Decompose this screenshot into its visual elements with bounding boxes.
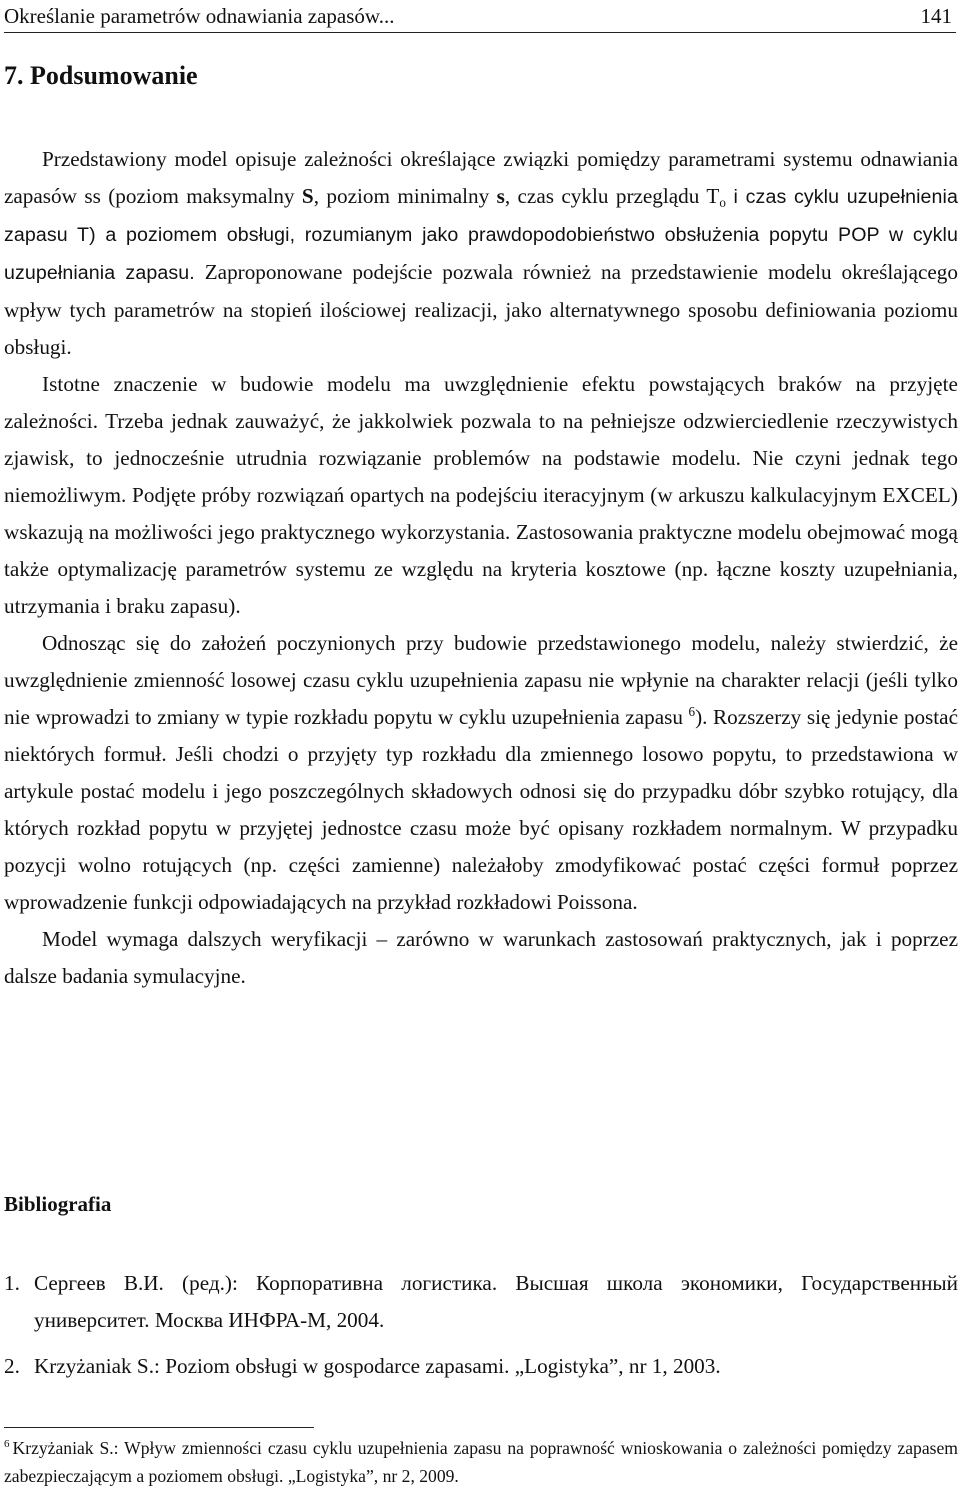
paragraph-1-text-b: (poziom maksymalny	[100, 184, 302, 208]
footnote-mark: 6	[4, 1438, 10, 1450]
bibliography-item-text: Сергеев В.И. (ред.): Корпоративна логистика. Высшая школа экономики, Государственный университет. Москва ИНФРА-М, 2004.	[34, 1271, 958, 1332]
paragraph-1-text-a: Przedstawiony model opisuje zależności określające związki pomiędzy parametrami systemu odnawiania zapasów	[4, 147, 958, 208]
page-number: 141	[920, 4, 952, 28]
footnote-divider	[4, 1427, 314, 1428]
running-header-title: Określanie parametrów odnawiania zapasów...	[4, 4, 395, 28]
paragraph-1-text-d: , czas cyklu przeglądu T	[504, 184, 720, 208]
paragraph-1-text-c: , poziom minimalny	[313, 184, 497, 208]
paragraph-1-text-e: Zaproponowane podejście pozwala również na przedstawienie modelu określającego wpływ tych parametrów na stopień ilościowej realizacji, jako alternatywnego sposobu definiowania poziomu obsługi.	[4, 260, 958, 359]
paragraph-1-sans-text: i czas cyklu uzupełnienia zapasu T) a poziomem obsługi, rozumianym jako prawdopodobieństwo obsłużenia popytu POP w cyklu uzupełniania zapasu.	[4, 186, 958, 284]
section-body	[4, 141, 958, 995]
bibliography-item	[4, 1265, 958, 1339]
bibliography-item	[4, 1348, 958, 1385]
paragraph-1	[4, 141, 958, 366]
symbol-ss: ss	[84, 184, 101, 208]
symbol-s-min: s	[496, 184, 505, 208]
paragraph-3-text-a: Odnosząc się do założeń poczynionych przy budowie przedstawionego modelu, należy stwierdzić, że uwzględnienie zmienność losowej czasu cyklu uzupełnienia zapasu nie wpłynie na charakter relacji (jeśli tylko nie wprowadzi to zmiany w typie rozkładu popytu w cyklu uzupełnienia zapasu	[4, 631, 958, 729]
bibliography-heading: Bibliografia	[4, 1192, 112, 1216]
symbol-S-max: S	[301, 184, 314, 208]
bibliography-item-number: 1.	[4, 1271, 20, 1295]
paragraph-4: Model wymaga dalszych weryfikacji – zarówno w warunkach zastosowań praktycznych, jak i poprzez dalsze badania symulacyjne.	[4, 927, 958, 988]
subscript-o: o	[719, 194, 726, 210]
footnote-reference[interactable]: 6	[688, 704, 696, 720]
paragraph-2: Istotne znaczenie w budowie modelu ma uwzględnienie efektu powstających braków na przyjęte zależności. Trzeba jednak zauważyć, że jakkolwiek pozwala to na pełniejsze odzwierciedlenie rzeczywistych zjawisk, to jednocześnie utrudnia rozwiązanie problemów na podstawie modelu. Nie czyni jednak tego niemożliwym. Podjęte próby rozwiązań opartych na podejściu iteracyjnym (w arkuszu kalkulacyjnym EXCEL) wskazują na możliwości jego praktycznego wykorzystania. Zastosowania praktyczne modelu obejmować mogą także optymalizację parametrów systemu ze względu na kryteria kosztowe (np. łączne koszty uzupełniania, utrzymania i braku zapasu).	[4, 372, 958, 618]
paragraph-3	[4, 625, 958, 921]
running-header	[4, 2, 956, 33]
footnote	[4, 1436, 958, 1489]
bibliography-list	[4, 1265, 958, 1385]
bibliography-item-text: Krzyżaniak S.: Poziom obsługi w gospodarce zapasami. „Logistyka”, nr 1, 2003.	[34, 1354, 721, 1378]
paragraph-3-text-b: ). Rozszerzy się jedynie postać niektórych formuł. Jeśli chodzi o przyjęty typ rozkładu dla zmiennego losowo popytu, to przedstawiona w artykule postać modelu i jego poszczególnych składowych odnosi się do przypadku dóbr szybko rotujący, dla których rozkład popytu w przyjętej jednostce czasu może być opisany rozkładem normalnym. W przypadku pozycji wolno rotujących (np. części zamienne) należałoby zmodyfikować postać części formuł poprzez wprowadzenie funkcji odpowiadających na przykład rozkładowi Poissona.	[4, 705, 958, 914]
section-heading: 7. Podsumowanie	[4, 61, 198, 90]
footnote-text: Krzyżaniak S.: Wpływ zmienności czasu cyklu uzupełnienia zapasu na poprawność wnioskowania o zależności pomiędzy zapasem zabezpieczającym a poziomem obsługi. „Logistyka”, nr 2, 2009.	[4, 1438, 958, 1486]
bibliography-item-number: 2.	[4, 1354, 20, 1378]
